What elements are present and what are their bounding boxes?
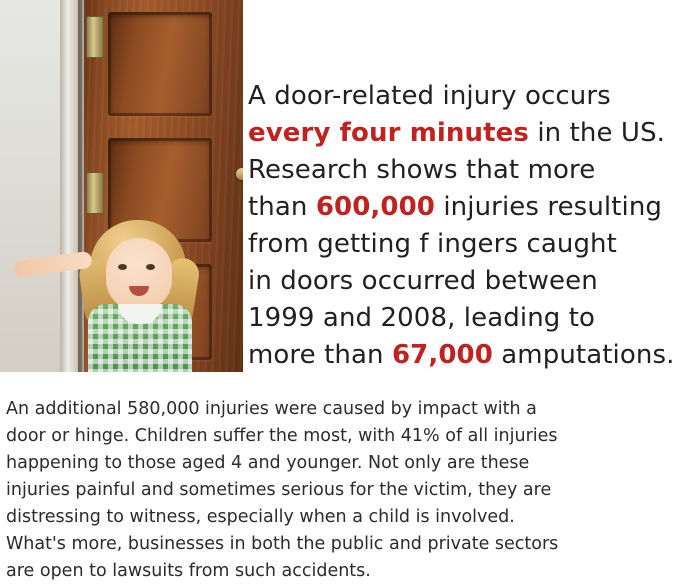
headline-line [248,300,672,337]
headline-plain-text: from getting f ingers caught [248,229,617,259]
headline-plain-text: in the US. [528,118,666,148]
headline-line [248,263,672,300]
body-paragraph-line: injuries painful and sometimes serious for the victim, they are [6,480,552,500]
child-eye-left [118,264,127,270]
door-photo [0,0,243,372]
headline-line [248,337,675,374]
headline-line [248,115,672,152]
headline-accent-text: every four minutes [248,118,529,148]
body-paragraph-line: happening to those aged 4 and younger. Not only are these [6,453,530,473]
body-paragraph-line: are open to lawsuits from such accidents. [6,561,371,581]
headline-plain-text: more than [248,340,392,370]
headline-line [248,226,672,263]
body-paragraph-line: An additional 580,000 injuries were caused by impact with a [6,399,537,419]
body-paragraph-line: door or hinge. Children suffer the most, with 41% of all injuries [6,426,558,446]
headline-text [248,78,675,374]
headline-plain-text: 1999 and 2008, leading to [248,303,596,333]
door-hinge-top [86,16,104,58]
headline-accent-text: 67,000 [391,340,493,370]
headline-plain-text: injuries resulting [434,192,663,222]
child-face [106,238,172,310]
child-eye-right [146,264,155,270]
body-paragraph-line: distressing to witness, especially when a child is involved. [6,507,515,527]
headline-line [248,152,672,189]
headline-line [248,78,672,115]
body-paragraph [6,396,672,585]
headline-plain-text: in doors occurred between [248,266,598,296]
body-paragraph-line: What's more, businesses in both the public and private sectors [6,534,559,554]
headline-plain-text: than [248,192,316,222]
headline-line [248,189,672,226]
headline-plain-text: Research shows that more [248,155,596,185]
headline-accent-text: 600,000 [315,192,435,222]
door-hinge-middle [86,172,104,214]
headline-plain-text: amputations. [492,340,675,370]
door-panel-top [108,12,212,116]
door-handle [236,168,243,180]
headline-plain-text: A door-related injury occurs [248,81,611,111]
child-figure [66,212,216,372]
